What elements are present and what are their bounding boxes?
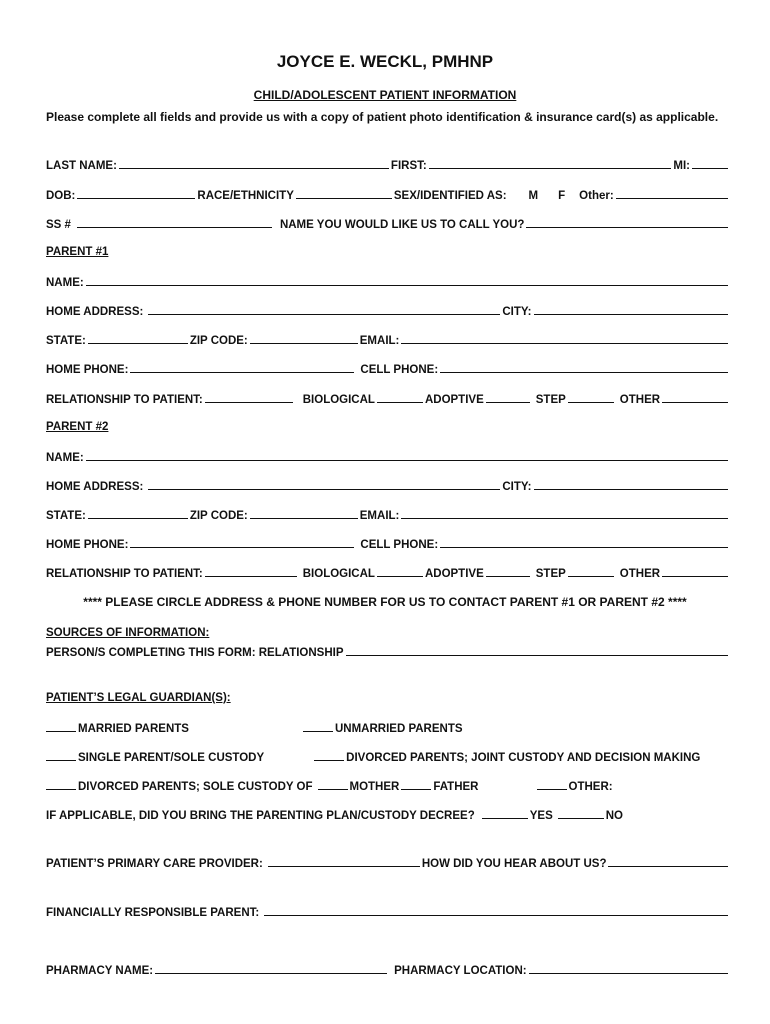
- plan-yes-option: YES: [529, 810, 553, 822]
- parent1-biological-field[interactable]: [377, 392, 423, 403]
- guardian-row-2: [46, 750, 730, 764]
- referral-field[interactable]: [608, 856, 728, 867]
- dob-field[interactable]: [77, 188, 195, 199]
- parent1-name-field[interactable]: [86, 275, 728, 286]
- dob-label: DOB:: [46, 190, 76, 202]
- ss-label: SS #: [46, 219, 71, 231]
- sex-label: SEX/IDENTIFIED AS:: [393, 190, 507, 202]
- sex-other-field[interactable]: [616, 188, 728, 199]
- parent1-state-label: STATE:: [46, 335, 86, 347]
- parent1-cell-phone-label: CELL PHONE:: [360, 364, 439, 376]
- parent2-phone-row: [46, 537, 730, 551]
- father-blank[interactable]: [401, 779, 431, 790]
- parent2-relationship-label: RELATIONSHIP TO PATIENT:: [46, 568, 203, 580]
- pcp-row: [46, 856, 730, 870]
- parent1-other-option: OTHER: [619, 394, 661, 406]
- last-name-label: LAST NAME:: [46, 160, 117, 172]
- parent1-address-row: [46, 304, 730, 318]
- parent1-heading-row: [46, 246, 730, 258]
- single-parent-option: SINGLE PARENT/SOLE CUSTODY: [78, 752, 265, 764]
- pharmacy-location-label: PHARMACY LOCATION:: [394, 965, 527, 977]
- parent2-relationship-field[interactable]: [205, 566, 297, 577]
- parent2-state-field[interactable]: [88, 508, 188, 519]
- parent2-home-phone-field[interactable]: [130, 537, 354, 548]
- divorced-sole-option: DIVORCED PARENTS; SOLE CUSTODY OF: [78, 781, 313, 793]
- parent1-name-label: NAME:: [46, 277, 84, 289]
- parent2-biological-option: BIOLOGICAL: [302, 568, 375, 580]
- form-completer-row: [46, 645, 730, 659]
- financial-row: [46, 905, 730, 919]
- parent2-heading: PARENT #2: [46, 421, 109, 433]
- patient-name-row: [46, 158, 730, 172]
- parent1-home-phone-label: HOME PHONE:: [46, 364, 129, 376]
- parent2-adoptive-field[interactable]: [486, 566, 530, 577]
- form-completer-field[interactable]: [346, 645, 728, 656]
- parent1-cell-phone-field[interactable]: [440, 362, 728, 373]
- parent2-city-field[interactable]: [534, 479, 728, 490]
- mother-blank[interactable]: [318, 779, 348, 790]
- page-title: JOYCE E. WECKL, PMHNP: [276, 52, 494, 71]
- pcp-field[interactable]: [268, 856, 420, 867]
- parent1-phone-row: [46, 362, 730, 376]
- parent1-zip-field[interactable]: [250, 333, 358, 344]
- guardian-heading: PATIENT’S LEGAL GUARDIAN(S):: [46, 692, 231, 704]
- parent2-cell-phone-field[interactable]: [440, 537, 728, 548]
- last-name-field[interactable]: [119, 158, 389, 169]
- parent1-email-label: EMAIL:: [359, 335, 400, 347]
- parent1-relationship-label: RELATIONSHIP TO PATIENT:: [46, 394, 203, 406]
- parent2-city-label: CITY:: [502, 481, 532, 493]
- divorced-joint-blank[interactable]: [314, 750, 344, 761]
- circle-contact-note: **** PLEASE CIRCLE ADDRESS & PHONE NUMBER FOR US TO CONTACT PARENT #1 OR PARENT #2 ****: [83, 595, 687, 609]
- parent2-address-field[interactable]: [148, 479, 500, 490]
- parent2-address-row: [46, 479, 730, 493]
- ss-field[interactable]: [77, 217, 272, 228]
- parent2-state-label: STATE:: [46, 510, 86, 522]
- parent2-home-phone-label: HOME PHONE:: [46, 539, 129, 551]
- parent1-biological-option: BIOLOGICAL: [302, 394, 375, 406]
- race-label: RACE/ETHNICITY: [197, 190, 294, 202]
- dob-row: [46, 188, 730, 202]
- parent2-email-label: EMAIL:: [359, 510, 400, 522]
- mi-label: MI:: [673, 160, 690, 172]
- ss-row: [46, 217, 730, 231]
- guardian-row-1: [46, 721, 730, 735]
- parent2-name-label: NAME:: [46, 452, 84, 464]
- parent1-name-row: [46, 275, 730, 289]
- parent2-zip-field[interactable]: [250, 508, 358, 519]
- parent2-state-row: [46, 508, 730, 522]
- parent1-address-label: HOME ADDRESS:: [46, 306, 144, 318]
- parent1-adoptive-field[interactable]: [486, 392, 530, 403]
- plan-no-option: NO: [605, 810, 623, 822]
- guardian-other-blank[interactable]: [537, 779, 567, 790]
- married-parents-option: MARRIED PARENTS: [78, 723, 189, 735]
- divorced-joint-option: DIVORCED PARENTS; JOINT CUSTODY AND DECISION MAKING: [346, 752, 701, 764]
- parent2-relationship-row: [46, 566, 730, 580]
- parent2-step-option: STEP: [535, 568, 566, 580]
- pharmacy-location-field[interactable]: [529, 963, 728, 974]
- sex-f-option[interactable]: F: [558, 190, 566, 202]
- mother-option: MOTHER: [349, 781, 400, 793]
- parent1-other-field[interactable]: [662, 392, 728, 403]
- sex-m-option[interactable]: M: [528, 190, 539, 202]
- plan-yes-blank[interactable]: [482, 808, 528, 819]
- sources-heading: SOURCES OF INFORMATION:: [46, 627, 210, 639]
- parent2-heading-row: [46, 421, 730, 433]
- first-name-label: FIRST:: [390, 160, 427, 172]
- parent1-relationship-row: [46, 392, 730, 406]
- first-name-field[interactable]: [429, 158, 672, 169]
- race-field[interactable]: [296, 188, 392, 199]
- preferred-name-field[interactable]: [526, 217, 728, 228]
- parent2-address-label: HOME ADDRESS:: [46, 481, 144, 493]
- financial-parent-field[interactable]: [264, 905, 728, 916]
- pcp-label: PATIENT’S PRIMARY CARE PROVIDER:: [46, 858, 263, 870]
- parent1-address-field[interactable]: [148, 304, 500, 315]
- guardian-other-option: OTHER:: [568, 781, 613, 793]
- parent2-step-field[interactable]: [568, 566, 614, 577]
- parent1-state-field[interactable]: [88, 333, 188, 344]
- parent2-zip-label: ZIP CODE:: [189, 510, 248, 522]
- sex-other-label: Other:: [579, 190, 614, 202]
- unmarried-parents-blank[interactable]: [303, 721, 333, 732]
- pharmacy-row: [46, 963, 730, 977]
- parent1-city-label: CITY:: [502, 306, 532, 318]
- parenting-plan-row: [46, 808, 730, 822]
- parenting-plan-question: IF APPLICABLE, DID YOU BRING THE PARENTING PLAN/CUSTODY DECREE?: [46, 810, 475, 822]
- guardian-heading-row: [46, 692, 730, 704]
- sources-heading-row: [46, 627, 730, 639]
- married-parents-blank[interactable]: [46, 721, 76, 732]
- plan-no-blank[interactable]: [558, 808, 604, 819]
- divorced-sole-blank[interactable]: [46, 779, 76, 790]
- form-subtitle: CHILD/ADOLESCENT PATIENT INFORMATION: [253, 88, 517, 102]
- financial-parent-label: FINANCIALLY RESPONSIBLE PARENT:: [46, 907, 260, 919]
- parent1-email-field[interactable]: [401, 333, 728, 344]
- parent2-other-field[interactable]: [662, 566, 728, 577]
- form-instructions: Please complete all fields and provide us with a copy of patient photo identification & insurance card(s) as applicable.: [46, 110, 719, 124]
- parent2-other-option: OTHER: [619, 568, 661, 580]
- pharmacy-name-field[interactable]: [155, 963, 387, 974]
- parent2-adoptive-option: ADOPTIVE: [424, 568, 484, 580]
- parent1-zip-label: ZIP CODE:: [189, 335, 248, 347]
- parent1-state-row: [46, 333, 730, 347]
- single-parent-blank[interactable]: [46, 750, 76, 761]
- parent2-cell-phone-label: CELL PHONE:: [360, 539, 439, 551]
- parent1-adoptive-option: ADOPTIVE: [424, 394, 484, 406]
- parent1-step-option: STEP: [535, 394, 566, 406]
- unmarried-parents-option: UNMARRIED PARENTS: [334, 723, 463, 735]
- form-completer-label: PERSON/S COMPLETING THIS FORM: RELATIONSHIP: [46, 647, 344, 659]
- referral-label: HOW DID YOU HEAR ABOUT US?: [421, 858, 607, 870]
- parent1-home-phone-field[interactable]: [130, 362, 354, 373]
- guardian-row-3: [46, 779, 730, 793]
- parent1-step-field[interactable]: [568, 392, 614, 403]
- preferred-name-label: NAME YOU WOULD LIKE US TO CALL YOU?: [279, 219, 525, 231]
- pharmacy-name-label: PHARMACY NAME:: [46, 965, 154, 977]
- parent1-relationship-field[interactable]: [205, 392, 293, 403]
- parent2-name-row: [46, 450, 730, 464]
- parent1-city-field[interactable]: [534, 304, 728, 315]
- parent1-heading: PARENT #1: [46, 246, 109, 258]
- parent2-email-field[interactable]: [401, 508, 728, 519]
- parent2-name-field[interactable]: [86, 450, 728, 461]
- parent2-biological-field[interactable]: [377, 566, 423, 577]
- mi-field[interactable]: [692, 158, 728, 169]
- father-option: FATHER: [433, 781, 479, 793]
